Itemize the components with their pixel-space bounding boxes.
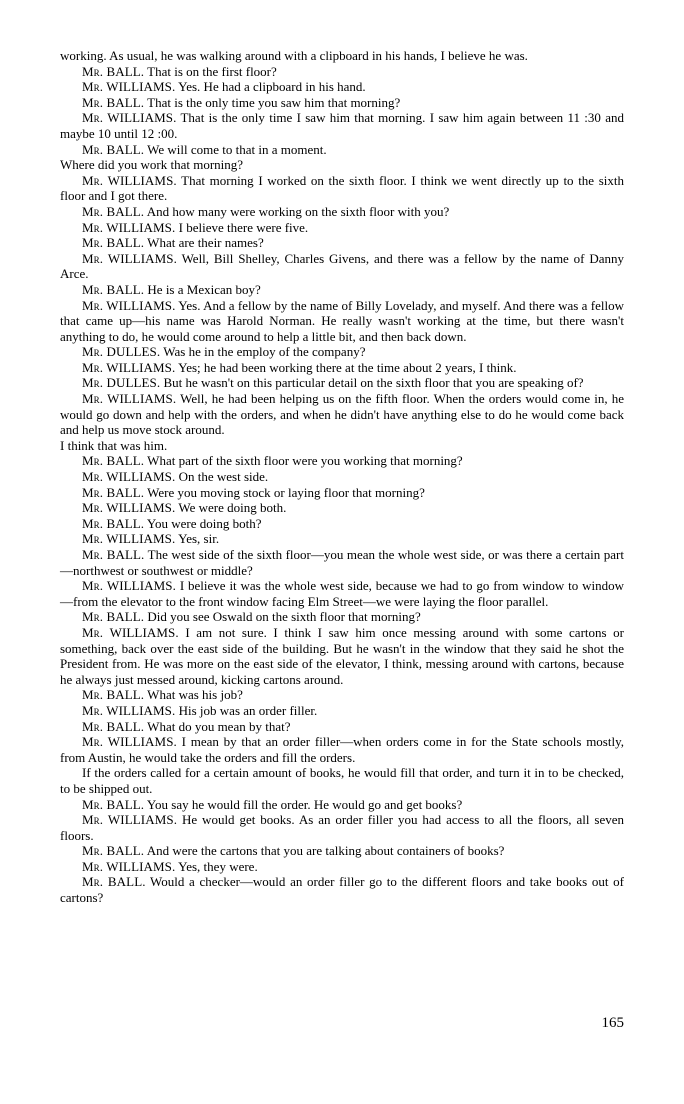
paragraph-text: And how many were working on the sixth floor with you?: [144, 203, 450, 219]
transcript-paragraph: [60, 298, 624, 345]
paragraph-text: I believe it was the whole west side, because we had to go from window to window—from the elevator to the front window facing Elm Street—we were laying the floor parallel.: [60, 578, 624, 609]
speaker-label: Mr. WILLIAMS.: [82, 812, 178, 828]
speaker-label: Mr. WILLIAMS.: [82, 624, 179, 640]
speaker-label: Mr. BALL.: [82, 796, 145, 812]
speaker-label: Mr. DULLES.: [82, 375, 161, 391]
paragraph-text: He is a Mexican boy?: [144, 281, 261, 297]
transcript-paragraph: [60, 547, 624, 578]
speaker-label: Mr. BALL.: [82, 141, 145, 157]
transcript-paragraph: [60, 251, 624, 282]
speaker-label: Mr. BALL.: [82, 63, 145, 79]
paragraph-text: That is the only time you saw him that morning?: [144, 94, 401, 110]
paragraph-text: Yes; he had been working there at the time about 2 years, I think.: [175, 359, 517, 375]
speaker-label: Mr. WILLIAMS.: [82, 858, 176, 874]
speaker-label: Mr. WILLIAMS.: [82, 734, 177, 750]
paragraph-text: Yes, sir.: [175, 531, 220, 547]
paragraph-text: What are their names?: [144, 235, 264, 251]
transcript-paragraph: [60, 500, 624, 516]
speaker-label: Mr. WILLIAMS.: [82, 297, 176, 313]
transcript-paragraph: [60, 765, 624, 796]
paragraph-text: We will come to that in a moment.: [144, 141, 327, 157]
paragraph-text: What was his job?: [144, 687, 243, 703]
paragraph-text: But he wasn't on this particular detail on the sixth floor that you are speaking of?: [160, 375, 584, 391]
transcript-paragraph: [60, 360, 624, 376]
transcript-paragraph: [60, 64, 624, 80]
transcript-paragraph: [60, 157, 624, 173]
paragraph-text: That is the only time I saw him that morning. I saw him again between 11 :30 and maybe 10 until 12 :00.: [60, 110, 624, 141]
transcript-paragraph: [60, 235, 624, 251]
paragraph-text: Yes, they were.: [175, 858, 258, 874]
transcript-paragraph: [60, 485, 624, 501]
speaker-label: Mr. BALL.: [82, 843, 145, 859]
speaker-label: Mr. WILLIAMS.: [82, 531, 176, 547]
speaker-label: Mr. BALL.: [82, 687, 145, 703]
transcript-paragraph: [60, 703, 624, 719]
transcript-paragraph: [60, 453, 624, 469]
paragraph-text: Yes. And a fellow by the name of Billy Lovelady, and myself. And there was a fellow that came up—his name was Harold Norman. He really wasn't working at the time, but there wasn't anything to do, he would come around to help a little bit, and then back down.: [60, 297, 624, 344]
transcript-paragraph: [60, 874, 624, 905]
speaker-label: Mr. BALL.: [82, 453, 145, 469]
transcript-paragraph: [60, 687, 624, 703]
paragraph-text: We were doing both.: [175, 500, 287, 516]
speaker-label: Mr. BALL.: [82, 281, 145, 297]
speaker-label: Mr. WILLIAMS.: [82, 250, 177, 266]
transcript-paragraph: [60, 282, 624, 298]
page-number: 165: [601, 1015, 624, 1031]
transcript-paragraph: [60, 859, 624, 875]
paragraph-text: He would get books. As an order filler you had access to all the floors, all seven floors.: [60, 812, 624, 843]
paragraph-text: What do you mean by that?: [144, 718, 291, 734]
transcript-paragraph: [60, 812, 624, 843]
speaker-label: Mr. WILLIAMS.: [82, 219, 176, 235]
paragraph-text: His job was an order filler.: [175, 702, 318, 718]
paragraph-text: You say he would fill the order. He would go and get books?: [144, 796, 463, 812]
transcript-paragraph: [60, 375, 624, 391]
speaker-label: Mr. WILLIAMS.: [82, 500, 176, 516]
transcript-paragraph: [60, 391, 624, 438]
speaker-label: Mr. BALL.: [82, 718, 145, 734]
paragraph-text: That morning I worked on the sixth floor. I think we went directly up to the sixth floor and I got there.: [60, 172, 624, 204]
speaker-label: Mr. BALL.: [82, 547, 145, 562]
paragraph-text: You were doing both?: [144, 515, 262, 531]
transcript-paragraph: [60, 142, 624, 158]
transcript-paragraph: [60, 516, 624, 532]
transcript-paragraph: [60, 843, 624, 859]
transcript-paragraph: [60, 173, 624, 204]
transcript-paragraph: [60, 79, 624, 95]
paragraph-text: What part of the sixth floor were you working that morning?: [144, 453, 463, 469]
speaker-label: Mr. BALL.: [82, 515, 145, 531]
transcript-paragraph: [60, 220, 624, 236]
paragraph-text: The west side of the sixth floor—you mean the whole west side, or was there a certain part—northwest or southwest or middle?: [60, 547, 624, 578]
paragraph-text: Where did you work that morning?: [60, 157, 244, 173]
speaker-label: Mr. WILLIAMS.: [82, 110, 177, 126]
paragraph-text: Well, he had been helping us on the fifth floor. When the orders would come in, he would go down and help with the orders, and when he didn't have anything else to do he would come back and help us move stock around.: [60, 391, 624, 438]
paragraph-text: I believe there were five.: [175, 219, 309, 235]
paragraph-text: Was he in the employ of the company?: [160, 344, 366, 360]
paragraph-text: On the west side.: [175, 469, 269, 485]
transcript-paragraph: [60, 48, 624, 64]
speaker-label: Mr. WILLIAMS.: [82, 578, 176, 594]
paragraph-text: I am not sure. I think I saw him once messing around with some cartons or something, back over the east side of the building. But he wasn't in the window that they said he shot the President from. He was more on the east side of the elevator, I think, messing around with cartons, because he always just messed around, kicking cartons around.: [60, 624, 624, 687]
speaker-label: Mr. WILLIAMS.: [82, 359, 176, 375]
transcript-paragraph: [60, 734, 624, 765]
transcript-paragraph: [60, 797, 624, 813]
paragraph-text: Well, Bill Shelley, Charles Givens, and there was a fellow by the name of Danny Arce.: [60, 250, 624, 282]
speaker-label: Mr. BALL.: [82, 203, 145, 219]
paragraph-text: Did you see Oswald on the sixth floor that morning?: [144, 609, 421, 625]
paragraph-text: I mean by that an order filler—when orders come in for the State schools mostly, from Austin, he would take the orders and fill the orders.: [60, 734, 624, 765]
speaker-label: Mr. BALL.: [82, 484, 145, 500]
paragraph-text: And were the cartons that you are talking about containers of books?: [144, 843, 505, 859]
paragraph-text: working. As usual, he was walking around with a clipboard in his hands, I believe he was.: [60, 48, 528, 63]
transcript-paragraph: [60, 344, 624, 360]
speaker-label: Mr. BALL.: [82, 874, 146, 890]
speaker-label: Mr. WILLIAMS.: [82, 172, 177, 188]
speaker-label: Mr. WILLIAMS.: [82, 79, 176, 95]
speaker-label: Mr. BALL.: [82, 609, 145, 625]
paragraph-text: That is on the first floor?: [144, 63, 277, 79]
transcript-paragraph: [60, 204, 624, 220]
transcript-paragraph: [60, 469, 624, 485]
paragraph-text: Would a checker—would an order filler go to the different floors and take books out of cartons?: [60, 874, 624, 906]
transcript-paragraph: [60, 110, 624, 141]
transcript-paragraph: [60, 609, 624, 625]
transcript-paragraph: [60, 438, 624, 454]
transcript-paragraph: [60, 625, 624, 687]
transcript-body: [60, 48, 624, 906]
speaker-label: Mr. BALL.: [82, 235, 145, 251]
paragraph-text: Were you moving stock or laying floor that morning?: [144, 484, 425, 500]
transcript-paragraph: [60, 578, 624, 609]
transcript-paragraph: [60, 719, 624, 735]
speaker-label: Mr. BALL.: [82, 94, 145, 110]
paragraph-text: Yes. He had a clipboard in his hand.: [175, 79, 366, 95]
speaker-label: Mr. WILLIAMS.: [82, 702, 176, 718]
speaker-label: Mr. WILLIAMS.: [82, 469, 176, 485]
transcript-paragraph: [60, 95, 624, 111]
transcript-paragraph: [60, 531, 624, 547]
paragraph-text: I think that was him.: [60, 437, 168, 453]
speaker-label: Mr. WILLIAMS.: [82, 391, 177, 407]
speaker-label: Mr. DULLES.: [82, 344, 161, 360]
paragraph-text: If the orders called for a certain amount of books, he would fill that order, and turn it in to be checked, to be shipped out.: [60, 765, 624, 796]
